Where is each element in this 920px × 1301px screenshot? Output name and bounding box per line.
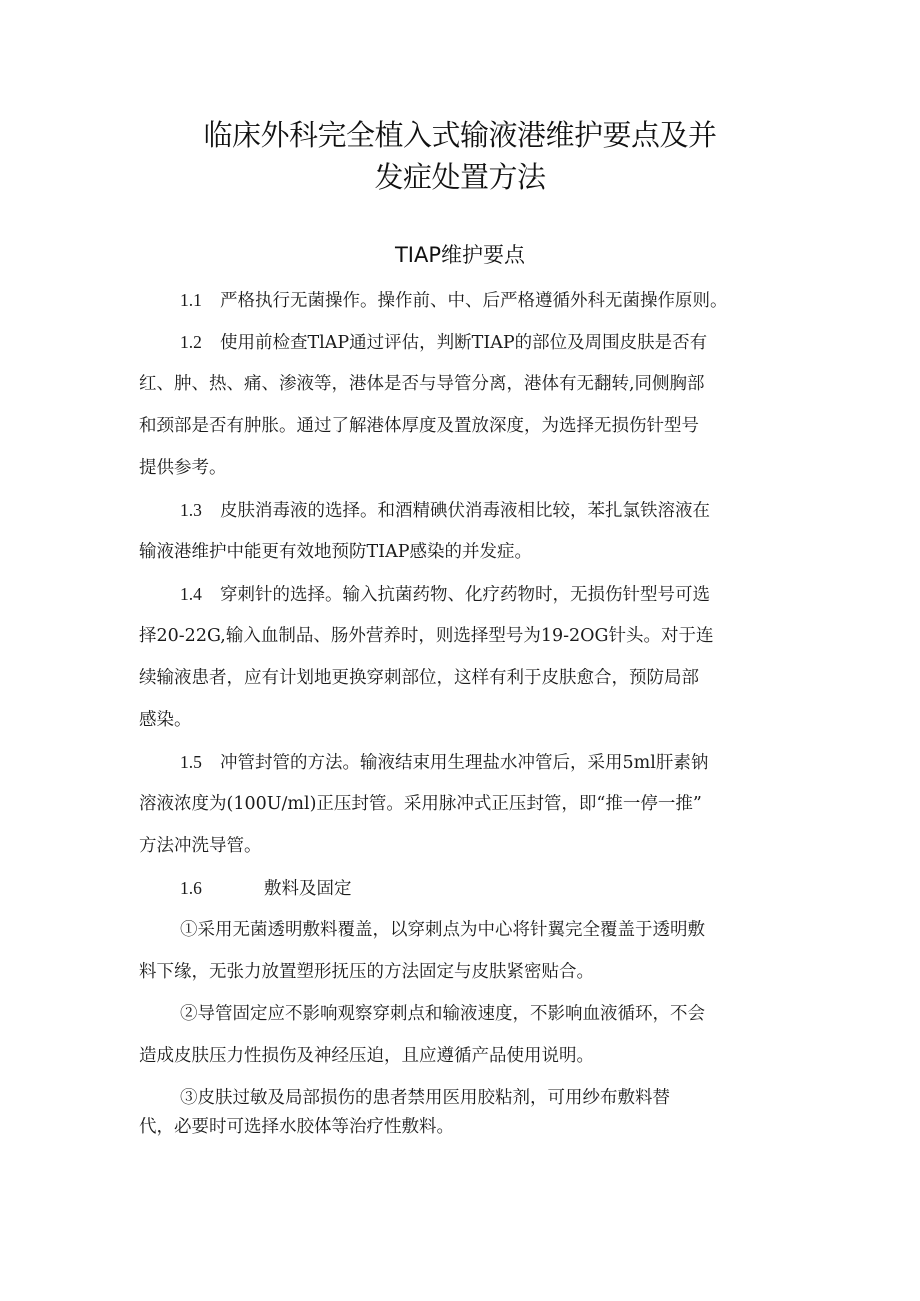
item-1-6 — [180, 875, 352, 902]
item-1-3 — [180, 497, 710, 524]
item-number: 1.2 — [180, 332, 202, 352]
paragraph-line: 溶液浓度为(100U∕ml)正压封管。采用脉冲式正压封管，即“推一停一推” — [139, 794, 702, 814]
paragraph-line: 方法冲洗导管。 — [139, 836, 262, 856]
paragraph-line: 料下缘，无张力放置塑形抚压的方法固定与皮肤紧密贴合。 — [139, 962, 594, 982]
paragraph-line: 造成皮肤压力性损伤及神经压迫，且应遵循产品使用说明。 — [139, 1046, 594, 1066]
document-title-line-2: 发症处置方法 — [374, 160, 546, 194]
paragraph-line: 代，必要时可选择水胶体等治疗性敷料。 — [139, 1117, 454, 1137]
item-1-2 — [180, 329, 707, 356]
item-1-4 — [180, 581, 710, 608]
item-1-5 — [180, 749, 708, 776]
item-number: 1.1 — [180, 290, 202, 310]
paragraph-line: 严格执行无菌操作。操作前、中、后严格遵循外科无菌操作原则。 — [220, 291, 728, 311]
sub-item-3: ③皮肤过敏及局部损伤的患者禁用医用胶粘剂，可用纱布敷料替 — [180, 1088, 670, 1108]
paragraph-line: 冲管封管的方法。输液结束用生理盐水冲管后，采用5ml肝素钠 — [220, 753, 709, 773]
paragraph-line: 和颈部是否有肿胀。通过了解港体厚度及置放深度，为选择无损伤针型号 — [139, 416, 699, 436]
sub-item-2: ②导管固定应不影响观察穿刺点和输液速度，不影响血液循环，不会 — [180, 1004, 705, 1024]
paragraph-line: 续输液患者，应有计划地更换穿刺部位，这样有利于皮肤愈合，预防局部 — [139, 668, 699, 688]
paragraph-line: 敷料及固定 — [264, 879, 352, 899]
item-number: 1.4 — [180, 584, 202, 604]
paragraph-line: 感染。 — [139, 710, 192, 730]
document-title-line-1: 临床外科完全植入式输液港维护要点及并 — [203, 118, 717, 152]
item-number: 1.6 — [180, 878, 202, 898]
paragraph-line: 红、肿、热、痛、渗液等，港体是否与导管分离，港体有无翻转,同侧胸部 — [139, 374, 705, 394]
item-1-1 — [180, 287, 728, 314]
paragraph-line: 提供参考。 — [139, 458, 227, 478]
paragraph-line: 使用前检查TlAP通过评估，判断TIAP的部位及周围皮肤是否有 — [220, 333, 708, 353]
section-heading: TIAP维护要点 — [394, 243, 526, 267]
sub-item-1: ①采用无菌透明敷料覆盖，以穿刺点为中心将针翼完全覆盖于透明敷 — [180, 920, 705, 940]
paragraph-line: 穿刺针的选择。输入抗菌药物、化疗药物时，无损伤针型号可选 — [220, 585, 710, 605]
paragraph-line: 择20-22G,输入血制品、肠外营养时，则选择型号为19-2OG针头。对于连 — [139, 626, 714, 646]
item-number: 1.3 — [180, 500, 202, 520]
paragraph-line: 皮肤消毒液的选择。和酒精碘伏消毒液相比较，苯扎氯铁溶液在 — [220, 501, 710, 521]
paragraph-line: 输液港维护中能更有效地预防TIAP感染的并发症。 — [139, 542, 532, 562]
item-number: 1.5 — [180, 752, 202, 772]
